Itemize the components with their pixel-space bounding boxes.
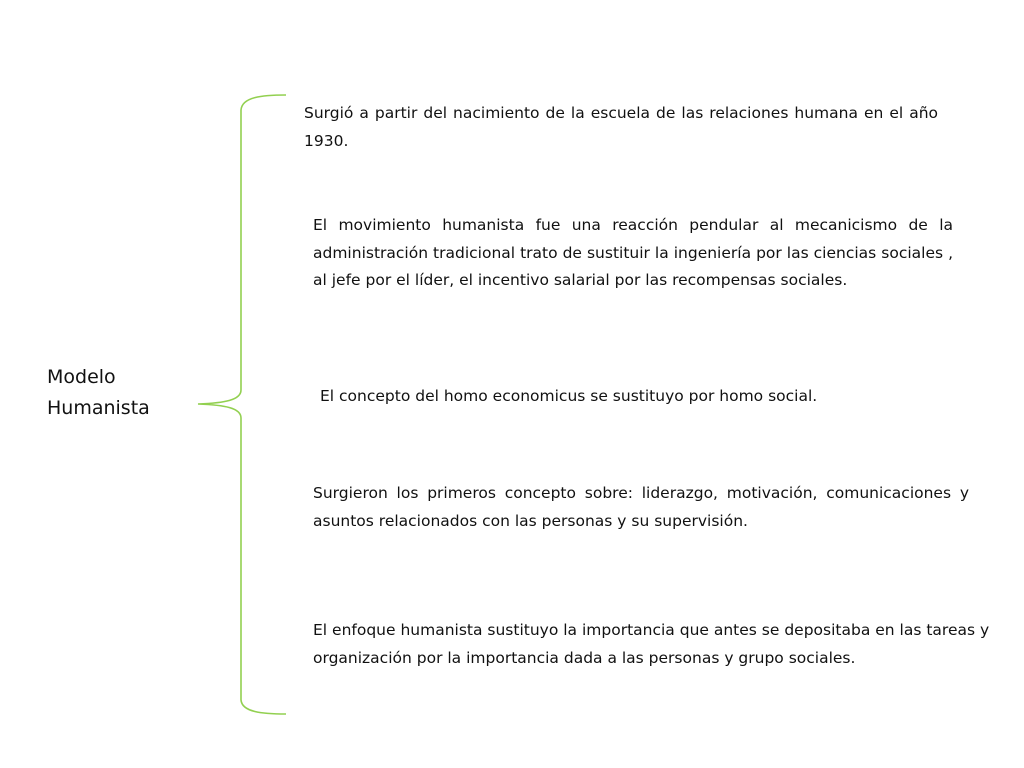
- topic-line-2: Humanista: [47, 397, 150, 419]
- description-item-4: Surgieron los primeros concepto sobre: liderazgo, motivación, comunicaciones y asuntos relacionados con las personas y su supervisión.: [313, 484, 969, 530]
- topic-line-1: Modelo: [47, 366, 116, 388]
- description-item-3: El concepto del homo economicus se sustituyo por homo social.: [320, 387, 818, 405]
- curly-brace-path: [198, 95, 286, 714]
- description-item-2: El movimiento humanista fue una reacción pendular al mecanicismo de la administración tradicional trato de sustituir la ingeniería por las ciencias sociales , al jefe por el líder, el incentivo salarial por las recompensas sociales.: [313, 216, 953, 289]
- description-item-5: El enfoque humanista sustituyo la importancia que antes se depositaba en las tareas y organización por la importancia dada a las personas y grupo sociales.: [313, 621, 990, 667]
- description-item-1: Surgió a partir del nacimiento de la escuela de las relaciones humana en el año 1930.: [304, 104, 938, 150]
